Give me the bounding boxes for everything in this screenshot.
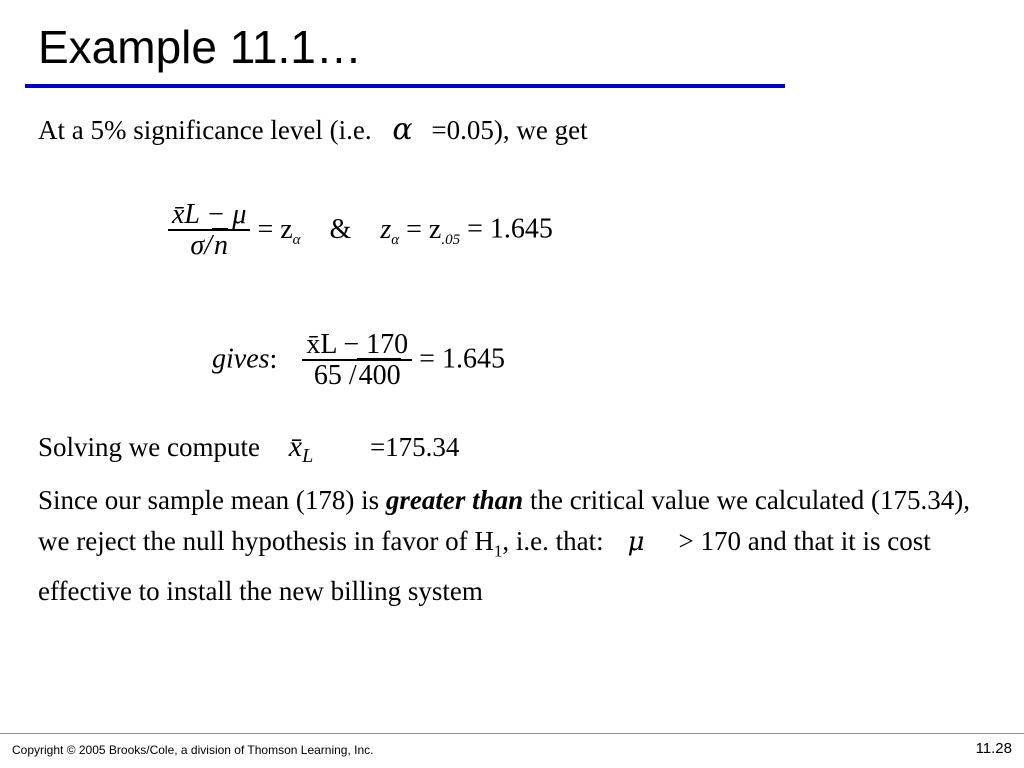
gives-value: = 1.645: [419, 343, 505, 375]
xbar-l-symbol: [288, 430, 314, 467]
equation-gives: [212, 330, 505, 392]
critical-z-value: = 1.645: [467, 213, 553, 245]
sigma-over: σ/: [190, 230, 213, 262]
fraction-numerator: x̄L − μ: [168, 200, 250, 231]
solve-text: Solving we compute: [38, 432, 260, 462]
eq-z05-text: = z: [406, 213, 442, 245]
mu-symbol: μ: [627, 527, 645, 557]
eq-z05-sub: .05: [441, 231, 461, 248]
alpha-symbol: α: [392, 112, 413, 147]
eq-z-alpha: [257, 213, 301, 248]
ampersand: &: [329, 213, 352, 245]
slide-number: 11.28: [975, 740, 1012, 757]
fraction-gives: [302, 330, 412, 392]
intro-text-post: =0.05), we get: [431, 115, 588, 145]
z-sub: α: [391, 231, 400, 248]
para-text-c: , i.e. that:: [502, 526, 604, 556]
gives-den-pre: 65 /: [313, 360, 357, 392]
sqrt-n: n: [214, 230, 229, 262]
solve-value: =175.34: [369, 432, 460, 462]
eq-z-text: = z: [257, 213, 293, 245]
para-emphasis: greater than: [385, 485, 524, 515]
intro-text-pre: At a 5% significance level (i.e.: [38, 115, 372, 145]
title-underline: [25, 84, 785, 88]
para-text-d: > 170 and that it is cost effective to install the new billing system: [38, 526, 931, 607]
equation-critical-value: [168, 200, 553, 262]
sqrt-400: 400: [358, 360, 401, 392]
h1-subscript: 1: [493, 541, 503, 561]
footer-divider: [0, 733, 1024, 734]
gives-label: gives: [212, 343, 270, 375]
solve-line: [38, 430, 459, 468]
xbar-sub: L: [302, 445, 314, 467]
eq-z05: [406, 213, 461, 248]
gives-denominator: [302, 361, 412, 392]
fraction-standardized: [168, 200, 250, 262]
slide-title: Example 11.1…: [38, 21, 362, 73]
xbar-text: x̄: [288, 430, 303, 463]
para-text-b: the critical value we calculated (175.34), we reject the null hypothesis in favor of H: [38, 485, 970, 556]
fraction-denominator: [168, 231, 250, 262]
z-text: z: [380, 213, 392, 245]
z-alpha-label: [380, 213, 400, 248]
para-text-a: Since our sample mean (178) is: [38, 485, 386, 515]
conclusion-paragraph: [38, 480, 978, 612]
gives-numerator: x̄L − 170: [302, 330, 412, 361]
intro-line: [38, 112, 588, 147]
gives-colon: :: [269, 343, 278, 375]
footer-copyright: Copyright © 2005 Brooks/Cole, a division of Thomson Learning, Inc.: [12, 743, 374, 757]
eq-z-sub: α: [292, 231, 301, 248]
